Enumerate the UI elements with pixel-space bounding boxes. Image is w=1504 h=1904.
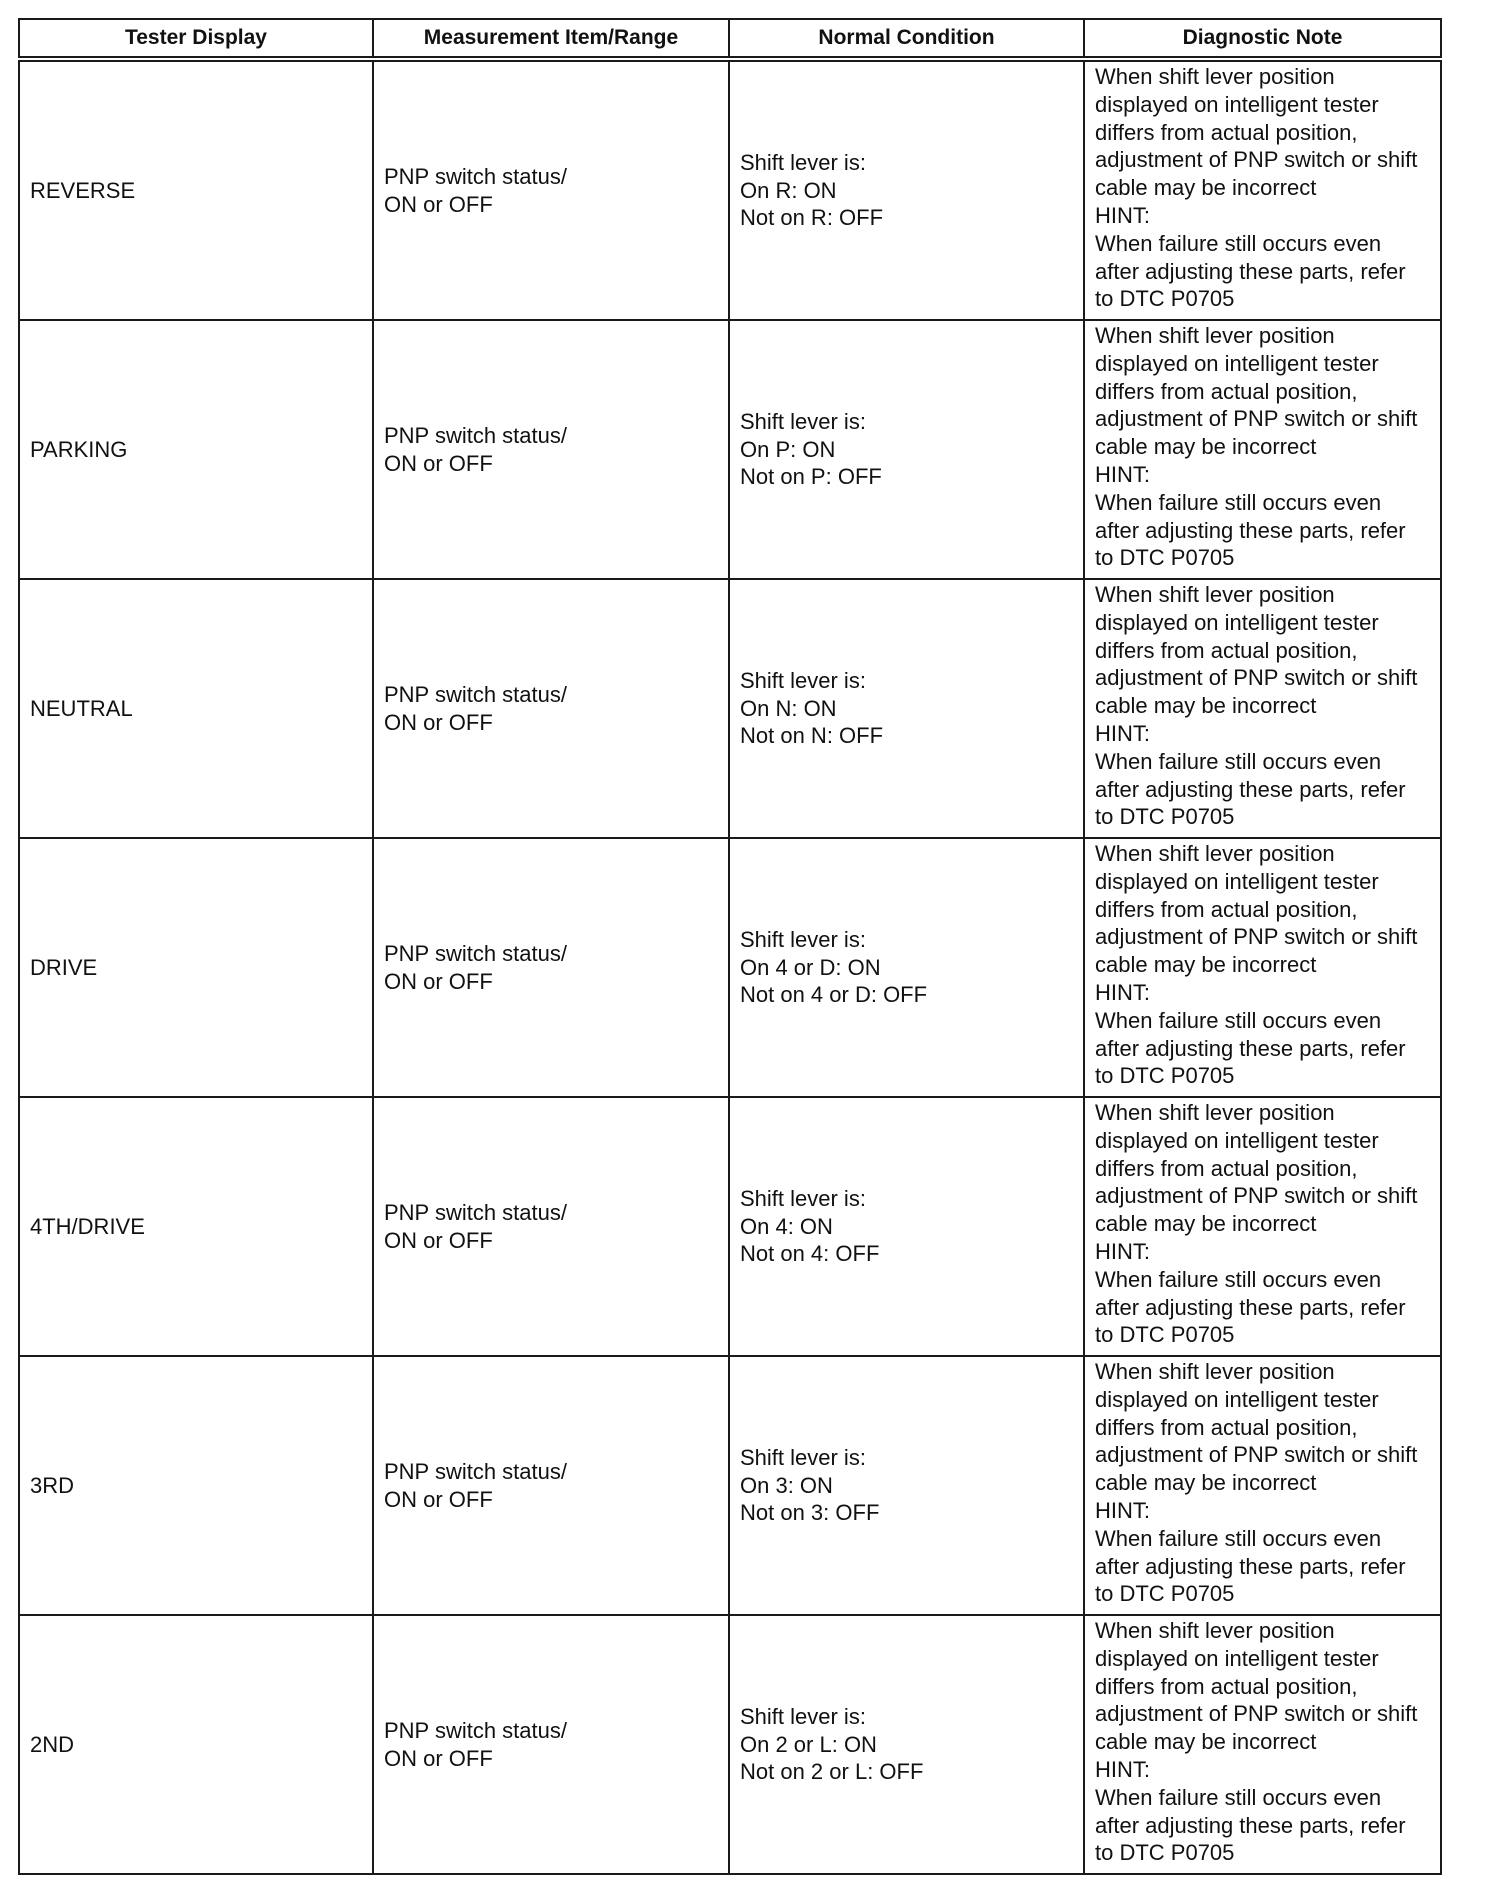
cell-line: On N: ON [740,695,837,721]
diagnostic-note-cell [1084,1097,1441,1356]
cell-line: after adjusting these parts, refer [1095,258,1406,284]
cell-line: differs from actual position, [1095,119,1358,145]
cell-line: On R: ON [740,177,837,203]
measurement-cell [373,838,729,1097]
cell-line: cable may be incorrect [1095,175,1317,201]
cell-line: differs from actual position, [1095,637,1358,663]
cell-line: displayed on intelligent tester [1095,91,1379,117]
measurement-cell [373,320,729,579]
cell-line: On 2 or L: ON [740,1731,877,1757]
measurement-cell [373,579,729,838]
cell-line: to DTC P0705 [1095,1581,1235,1607]
cell-line: HINT: [1095,1497,1150,1523]
cell-line: adjustment of PNP switch or shift [1095,1701,1418,1727]
diagnostic-note-cell [1084,838,1441,1097]
cell-line: HINT: [1095,461,1150,487]
measurement-cell [373,59,729,320]
cell-line: adjustment of PNP switch or shift [1095,406,1418,432]
cell-line: displayed on intelligent tester [1095,1386,1379,1412]
cell-line: When failure still occurs even [1095,1525,1382,1551]
normal-condition-cell [729,1356,1084,1615]
tester-display-cell: DRIVE [19,838,373,1097]
cell-line: Not on 2 or L: OFF [740,1759,924,1785]
cell-line: ON or OFF [384,191,493,217]
measurement-cell [373,1615,729,1874]
cell-line: to DTC P0705 [1095,286,1235,312]
cell-line: differs from actual position, [1095,1673,1358,1699]
normal-condition-cell [729,1615,1084,1874]
cell-line: Shift lever is: [740,1703,866,1729]
tester-display-cell: 2ND [19,1615,373,1874]
cell-line: displayed on intelligent tester [1095,1127,1379,1153]
diagnostic-note-cell [1084,579,1441,838]
tester-display-cell: 4TH/DRIVE [19,1097,373,1356]
cell-line: to DTC P0705 [1095,1322,1235,1348]
measurement-cell [373,1356,729,1615]
cell-line: Shift lever is: [740,926,866,952]
cell-line: differs from actual position, [1095,378,1358,404]
table-row [19,59,1441,320]
cell-line: ON or OFF [384,709,493,735]
diagnostic-note-cell [1084,320,1441,579]
cell-line: When shift lever position [1095,841,1335,866]
cell-line: On 4 or D: ON [740,954,881,980]
cell-line: after adjusting these parts, refer [1095,1294,1406,1320]
diagnostic-note-cell [1084,59,1441,320]
normal-condition-cell [729,59,1084,320]
cell-line: Not on N: OFF [740,723,884,749]
cell-line: adjustment of PNP switch or shift [1095,665,1418,691]
cell-line: adjustment of PNP switch or shift [1095,1442,1418,1468]
cell-line: When failure still occurs even [1095,1784,1382,1810]
cell-line: When shift lever position [1095,64,1335,89]
normal-condition-cell [729,320,1084,579]
cell-line: cable may be incorrect [1095,1729,1317,1755]
cell-line: Not on R: OFF [740,205,884,231]
cell-line: to DTC P0705 [1095,1063,1235,1089]
cell-line: When failure still occurs even [1095,1266,1382,1292]
cell-line: Shift lever is: [740,149,866,175]
cell-line: after adjusting these parts, refer [1095,776,1406,802]
cell-line: after adjusting these parts, refer [1095,1812,1406,1838]
cell-line: cable may be incorrect [1095,1470,1317,1496]
cell-line: to DTC P0705 [1095,1840,1235,1866]
table-row [19,1615,1441,1874]
cell-line: On 3: ON [740,1472,833,1498]
cell-line: When failure still occurs even [1095,1007,1382,1033]
cell-line: HINT: [1095,1756,1150,1782]
cell-line: ON or OFF [384,1486,493,1512]
cell-line: ON or OFF [384,1227,493,1253]
cell-line: Not on P: OFF [740,464,882,490]
cell-line: Not on 4: OFF [740,1241,880,1267]
cell-line: differs from actual position, [1095,1155,1358,1181]
diagnostic-note-cell [1084,1356,1441,1615]
cell-line: cable may be incorrect [1095,434,1317,460]
cell-line: after adjusting these parts, refer [1095,517,1406,543]
header-tester-display: Tester Display [19,19,373,59]
cell-line: When failure still occurs even [1095,230,1382,256]
cell-line: HINT: [1095,202,1150,228]
cell-line: When shift lever position [1095,1100,1335,1125]
data-list-table [18,18,1442,1875]
measurement-cell [373,1097,729,1356]
table-row [19,838,1441,1097]
cell-line: Shift lever is: [740,408,866,434]
cell-line: HINT: [1095,720,1150,746]
cell-line: PNP switch status/ [384,681,567,707]
cell-line: When shift lever position [1095,323,1335,348]
cell-line: ON or OFF [384,450,493,476]
cell-line: HINT: [1095,979,1150,1005]
tester-display-cell: 3RD [19,1356,373,1615]
cell-line: to DTC P0705 [1095,804,1235,830]
table-row [19,579,1441,838]
cell-line: after adjusting these parts, refer [1095,1553,1406,1579]
cell-line: cable may be incorrect [1095,693,1317,719]
normal-condition-cell [729,1097,1084,1356]
cell-line: When failure still occurs even [1095,748,1382,774]
cell-line: displayed on intelligent tester [1095,868,1379,894]
normal-condition-cell [729,579,1084,838]
cell-line: to DTC P0705 [1095,545,1235,571]
tester-display-cell: PARKING [19,320,373,579]
cell-line: When shift lever position [1095,582,1335,607]
table-row [19,320,1441,579]
cell-line: PNP switch status/ [384,1199,567,1225]
cell-line: displayed on intelligent tester [1095,350,1379,376]
cell-line: adjustment of PNP switch or shift [1095,147,1418,173]
cell-line: ON or OFF [384,968,493,994]
cell-line: On P: ON [740,436,836,462]
cell-line: adjustment of PNP switch or shift [1095,924,1418,950]
document-page [18,18,1440,1875]
cell-line: When failure still occurs even [1095,489,1382,515]
cell-line: When shift lever position [1095,1618,1335,1643]
cell-line: Shift lever is: [740,1185,866,1211]
cell-line: Shift lever is: [740,1444,866,1470]
diagnostic-note-cell [1084,1615,1441,1874]
cell-line: displayed on intelligent tester [1095,1645,1379,1671]
cell-line: Not on 3: OFF [740,1500,880,1526]
cell-line: HINT: [1095,1238,1150,1264]
cell-line: PNP switch status/ [384,1458,567,1484]
normal-condition-cell [729,838,1084,1097]
cell-line: cable may be incorrect [1095,1211,1317,1237]
cell-line: displayed on intelligent tester [1095,609,1379,635]
cell-line: PNP switch status/ [384,422,567,448]
table-header-row [19,19,1441,59]
cell-line: PNP switch status/ [384,940,567,966]
tester-display-cell: NEUTRAL [19,579,373,838]
cell-line: On 4: ON [740,1213,833,1239]
cell-line: Not on 4 or D: OFF [740,982,928,1008]
cell-line: adjustment of PNP switch or shift [1095,1183,1418,1209]
cell-line: differs from actual position, [1095,1414,1358,1440]
table-row [19,1097,1441,1356]
cell-line: PNP switch status/ [384,1717,567,1743]
cell-line: When shift lever position [1095,1359,1335,1384]
cell-line: after adjusting these parts, refer [1095,1035,1406,1061]
cell-line: ON or OFF [384,1745,493,1771]
header-measurement-item-range: Measurement Item/Range [373,19,729,59]
cell-line: cable may be incorrect [1095,952,1317,978]
header-diagnostic-note: Diagnostic Note [1084,19,1441,59]
cell-line: differs from actual position, [1095,896,1358,922]
tester-display-cell: REVERSE [19,59,373,320]
cell-line: Shift lever is: [740,667,866,693]
cell-line: PNP switch status/ [384,163,567,189]
table-row [19,1356,1441,1615]
header-normal-condition: Normal Condition [729,19,1084,59]
